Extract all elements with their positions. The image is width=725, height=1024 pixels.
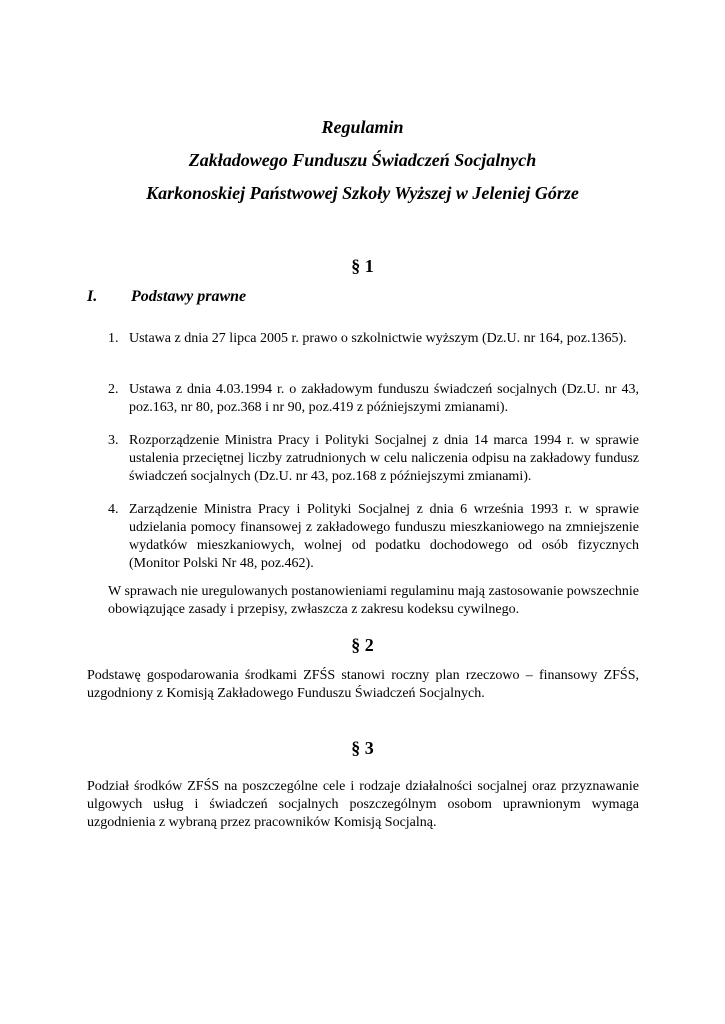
- list-item-text: Zarządzenie Ministra Pracy i Polityki Socjalnej z dnia 6 września 1993 r. w sprawie udzielania pomocy finansowej z zakładowego funduszu mieszkaniowego na zmniejszenie wydatków mieszkaniowych, wolnej od podatku dochodowego od osób fizycznych (Monitor Polski Nr 48, poz.462).: [129, 502, 639, 571]
- document-title-line-3: Karkonoskiej Państwowej Szkoły Wyższej w Jeleniej Górze: [146, 183, 579, 203]
- section-3-mark: § 3: [351, 738, 374, 758]
- list-item: [108, 330, 639, 348]
- list-item: [108, 501, 639, 573]
- list-item-number: 1.: [108, 331, 119, 346]
- list-item: [108, 432, 639, 486]
- list-item-number: 2.: [108, 382, 119, 397]
- list-item-text: Ustawa z dnia 27 lipca 2005 r. prawo o szkolnictwie wyższym (Dz.U. nr 164, poz.1365).: [129, 331, 627, 346]
- part-1-closing-paragraph: W sprawach nie uregulowanych postanowieniami regulaminu mają zastosowanie powszechnie obowiązujące zasady i przepisy, zwłaszcza z zakresu kodeksu cywilnego.: [108, 584, 639, 617]
- section-2-paragraph: Podstawę gospodarowania środkami ZFŚS stanowi roczny plan rzeczowo – finansowy ZFŚS, uzgodniony z Komisją Zakładowego Funduszu Świadczeń Socjalnych.: [87, 668, 639, 701]
- list-item-number: 4.: [108, 502, 119, 517]
- list-item-text: Rozporządzenie Ministra Pracy i Polityki Socjalnej z dnia 14 marca 1994 r. w sprawie ustalenia przeciętnej liczby zatrudnionych w celu naliczenia odpisu na zakładowy fundusz świadczeń socjalnych (Dz.U. nr 43, poz.168 z późniejszymi zmianami).: [129, 433, 639, 484]
- section-2-mark: § 2: [351, 635, 374, 655]
- list-item-number: 3.: [108, 433, 119, 448]
- document-title-line-1: Regulamin: [321, 117, 404, 137]
- list-item: [108, 381, 639, 417]
- document-title-line-2: Zakładowego Funduszu Świadczeń Socjalnych: [188, 150, 537, 170]
- part-1-numeral: I.: [87, 288, 98, 305]
- section-3-paragraph: Podział środków ZFŚS na poszczególne cele i rodzaje działalności socjalnej oraz przyznawanie ulgowych usług i świadczeń socjalnych poszczególnym osobom uprawnionym wymaga uzgodnienia z wybraną przez pracowników Komisją Socjalną.: [87, 779, 639, 830]
- section-1-mark: § 1: [351, 256, 374, 276]
- list-item-text: Ustawa z dnia 4.03.1994 r. o zakładowym funduszu świadczeń socjalnych (Dz.U. nr 43, poz.163, nr 80, poz.368 i nr 90, poz.419 z późniejszymi zmianami).: [129, 382, 639, 415]
- part-1-heading-text: Podstawy prawne: [131, 288, 247, 305]
